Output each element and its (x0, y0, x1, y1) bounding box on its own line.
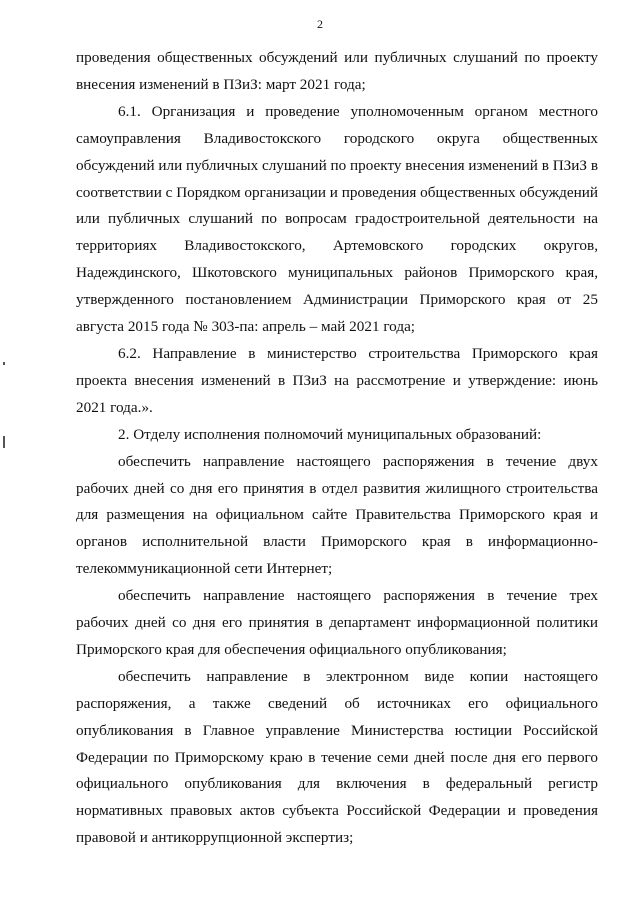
paragraph-duty-2: обеспечить направление настоящего распоряжения в течение трех рабочих дней со дня его принятия в департамент информационной политики Приморского края для обеспечения официального опубликования; (76, 587, 598, 658)
paragraph-item-6-1: 6.1. Организация и проведение уполномоченным органом местного самоуправления Владивостокского городского округа общественных обсуждений или публичных слушаний по проекту внесения изменений в ПЗиЗ в соответствии с Порядком организации и проведения общественных обсуждений или публичных слушаний по вопросам градостроительной деятельности на территориях Владивостокского, Артемовского городских округов, Надеждинского, Шкотовского муниципальных районов Приморского края, утвержденного постановлением Администрации Приморского края от 25 августа 2015 года № 303-па: апрель – май 2021 года; (76, 102, 598, 336)
paragraph-continuation: проведения общественных обсуждений или публичных слушаний по проекту внесения изменений в ПЗиЗ: март 2021 года; (76, 49, 598, 93)
scan-margin-mark (3, 436, 5, 448)
document-body (76, 45, 598, 852)
paragraph-section-2-heading: 2. Отделу исполнения полномочий муниципальных образований: (118, 425, 542, 443)
paragraph-duty-3: обеспечить направление в электронном виде копии настоящего распоряжения, а также сведений об источниках его официального опубликования в Главное управление Министерства юстиции Российской Федерации по Приморскому краю в течение семи дней после дня его первого официального опубликования для включения в федеральный регистр нормативных правовых актов субъекта Российской Федерации и проведения правовой и антикоррупционной экспертиз; (76, 667, 598, 847)
scan-margin-mark (3, 362, 5, 365)
page-number: 2 (317, 17, 323, 31)
paragraph-duty-1: обеспечить направление настоящего распоряжения в течение двух рабочих дней со дня его принятия в отдел развития жилищного строительства для размещения на официальном сайте Правительства Приморского края и органов исполнительной власти Приморского края в информационно-телекоммуникационной сети Интернет; (76, 452, 598, 578)
paragraph-item-6-2: 6.2. Направление в министерство строительства Приморского края проекта внесения изменений в ПЗиЗ на рассмотрение и утверждение: июнь 2021 года.». (76, 344, 598, 416)
